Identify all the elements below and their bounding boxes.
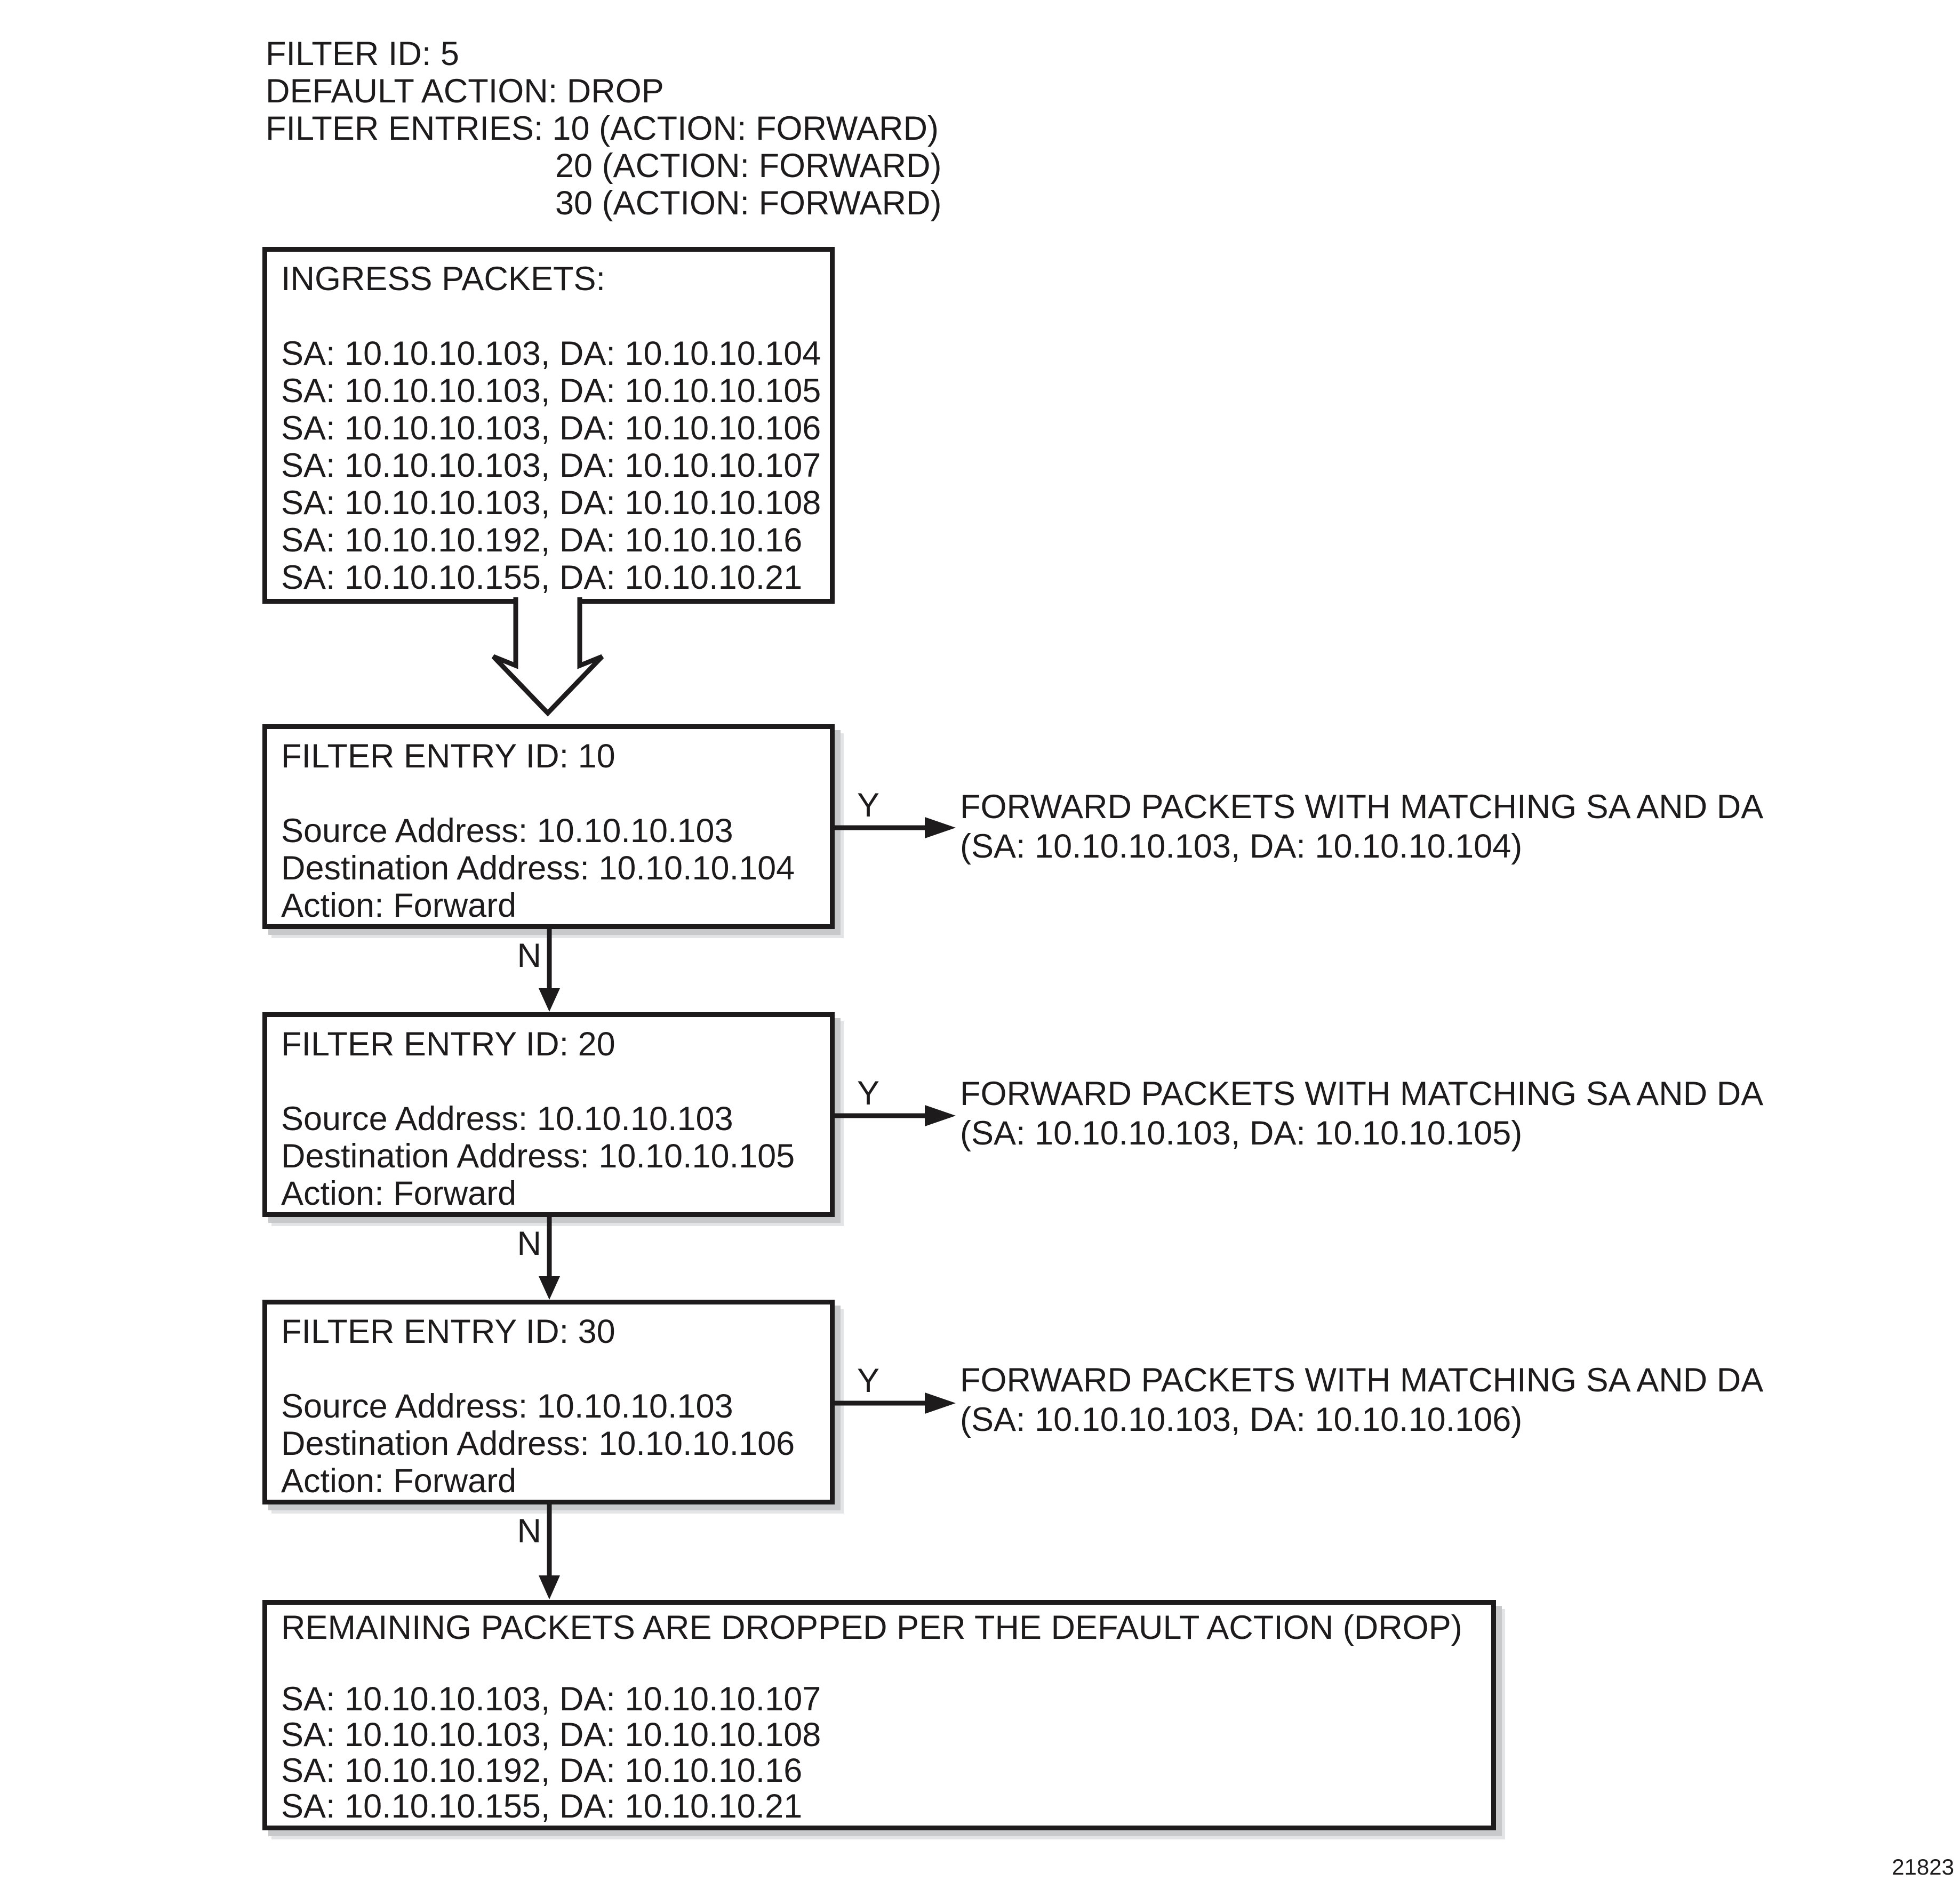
packet-line: SA: 10.10.10.103, DA: 10.10.10.106 <box>281 410 821 447</box>
match-result-line2: (SA: 10.10.10.103, DA: 10.10.10.106) <box>960 1401 1523 1438</box>
packet-line: SA: 10.10.10.155, DA: 10.10.10.21 <box>281 559 803 596</box>
packet-line: SA: 10.10.10.192, DA: 10.10.10.16 <box>281 522 803 559</box>
ingress-box-title: INGRESS PACKETS: <box>281 260 605 298</box>
destination-address-line: Destination Address: 10.10.10.105 <box>281 1138 795 1175</box>
down-arrow-icon <box>493 597 602 713</box>
source-address-line: Source Address: 10.10.10.103 <box>281 1100 733 1138</box>
packet-line: SA: 10.10.10.103, DA: 10.10.10.107 <box>281 447 821 484</box>
match-result-line1: FORWARD PACKETS WITH MATCHING SA AND DA <box>960 788 1764 826</box>
packet-line: SA: 10.10.10.103, DA: 10.10.10.107 <box>281 1680 821 1718</box>
filter-entry-30-box <box>262 1300 835 1504</box>
ingress-packet-list <box>281 335 821 596</box>
match-result-line2: (SA: 10.10.10.103, DA: 10.10.10.105) <box>960 1115 1523 1152</box>
filter-entry-option: 10 (ACTION: FORWARD) <box>552 110 939 147</box>
no-branch-label: N <box>517 937 541 974</box>
no-arrow-icon <box>539 1217 560 1300</box>
match-result-line2: (SA: 10.10.10.103, DA: 10.10.10.104) <box>960 828 1523 865</box>
no-arrow-icon <box>539 929 560 1012</box>
match-result-text <box>960 787 1763 866</box>
destination-address-line: Destination Address: 10.10.10.104 <box>281 850 795 887</box>
no-branch-label: N <box>517 1512 541 1550</box>
yes-branch-label: Y <box>857 1075 880 1112</box>
packet-line: SA: 10.10.10.103, DA: 10.10.10.108 <box>281 484 821 522</box>
source-address-line: Source Address: 10.10.10.103 <box>281 1388 733 1425</box>
packet-line: SA: 10.10.10.103, DA: 10.10.10.104 <box>281 335 821 372</box>
destination-address-line: Destination Address: 10.10.10.106 <box>281 1425 795 1462</box>
filter-entry-title: FILTER ENTRY ID: 20 <box>281 1026 615 1063</box>
yes-branch-label: Y <box>857 1362 880 1399</box>
match-result-text <box>960 1360 1763 1439</box>
dropped-packet-list <box>281 1682 1477 1824</box>
filter-entry-title: FILTER ENTRY ID: 30 <box>281 1313 615 1350</box>
filter-entry-title: FILTER ENTRY ID: 10 <box>281 738 615 775</box>
match-result-text <box>960 1074 1763 1153</box>
ingress-packets-box <box>262 247 835 604</box>
figure-number: 21823 <box>1892 1854 1954 1879</box>
no-branch-label: N <box>517 1225 541 1262</box>
filter-entry-option: 20 (ACTION: FORWARD) <box>555 147 942 185</box>
filter-entry-20-box <box>262 1012 835 1217</box>
filter-entry-option: 30 (ACTION: FORWARD) <box>555 185 942 222</box>
filter-id-line: FILTER ID: 5 <box>266 35 459 73</box>
filter-entry-10-box <box>262 724 835 929</box>
default-action-line: DEFAULT ACTION: DROP <box>266 73 664 110</box>
default-action-drop-box <box>262 1600 1496 1830</box>
action-line: Action: Forward <box>281 1175 517 1212</box>
source-address-line: Source Address: 10.10.10.103 <box>281 812 733 850</box>
filter-entries-line <box>266 110 942 147</box>
yes-branch-label: Y <box>857 787 880 824</box>
action-line: Action: Forward <box>281 887 517 924</box>
action-line: Action: Forward <box>281 1462 517 1500</box>
filter-entries-label: FILTER ENTRIES: <box>266 110 543 147</box>
packet-line: SA: 10.10.10.103, DA: 10.10.10.108 <box>281 1716 821 1754</box>
packet-line: SA: 10.10.10.155, DA: 10.10.10.21 <box>281 1788 803 1825</box>
packet-line: SA: 10.10.10.192, DA: 10.10.10.16 <box>281 1752 803 1789</box>
packet-line: SA: 10.10.10.103, DA: 10.10.10.105 <box>281 372 821 410</box>
drop-box-title: REMAINING PACKETS ARE DROPPED PER THE DEFAULT ACTION (DROP) <box>281 1609 1462 1646</box>
no-arrow-icon <box>539 1504 560 1599</box>
match-result-line1: FORWARD PACKETS WITH MATCHING SA AND DA <box>960 1362 1764 1399</box>
filter-summary-header <box>266 35 942 222</box>
match-result-line1: FORWARD PACKETS WITH MATCHING SA AND DA <box>960 1075 1764 1112</box>
